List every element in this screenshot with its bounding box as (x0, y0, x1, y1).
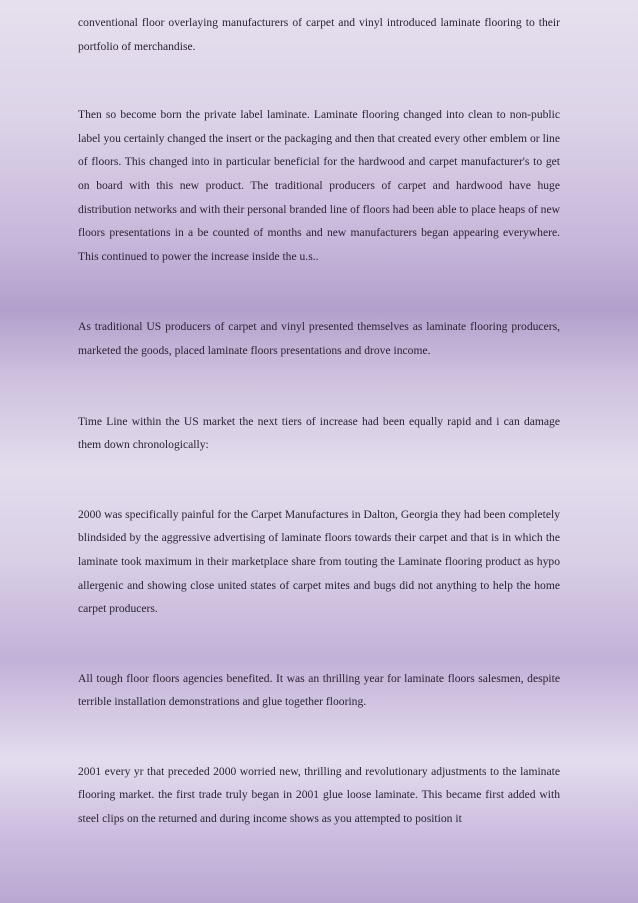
paragraph-2001: 2001 every yr that preceded 2000 worried new, thrilling and revolutionary adjustments to the laminate flooring market. the first trade truly began in 2001 glue loose laminate. This became first added with steel clips on the returned and during income shows as you attempted to position it (78, 764, 560, 826)
paragraph-2000: 2000 was specifically painful for the Carpet Manufactures in Dalton, Georgia they had been completely blindsided by the aggressive advertising of laminate floors towards their carpet and that is in which the laminate took maximum in their marketplace share from touting the Laminate flooring product as hypo allergenic and showing close united states of carpet mites and bugs did not anything to help the home carpet producers. (78, 507, 560, 616)
paragraph-private-label: Then so become born the private label laminate. Laminate flooring changed into clean to non-public label you certainly changed the insert or the packaging and then that created every other emblem or line of floors. This changed into in particular beneficial for the hardwood and carpet manufacturer's to get on board with this new product. The traditional producers of carpet and hardwood have huge distribution networks and with their personal branded line of floors had been able to place heaps of new floors presentations in a be counted of months and new manufacturers began appearing everywhere. This continued to power the increase inside the u.s.. (78, 108, 560, 263)
paragraph-portfolio: conventional floor overlaying manufacturers of carpet and vinyl introduced laminate flooring to their portfolio of merchandise. (78, 16, 560, 53)
paragraph-time-line: Time Line within the US market the next tiers of increase had been equally rapid and i can damage them down chronologically: (78, 414, 560, 452)
paragraph-traditional-producers: As traditional US producers of carpet and vinyl presented themselves as laminate flooring producers, marketed the goods, placed laminate floors presentations and drove income. (78, 320, 560, 357)
paragraph-hard-floor: All tough floor floors agencies benefited. It was an thrilling year for laminate floors salesmen, despite terrible installation demonstrations and glue together flooring. (78, 671, 560, 709)
